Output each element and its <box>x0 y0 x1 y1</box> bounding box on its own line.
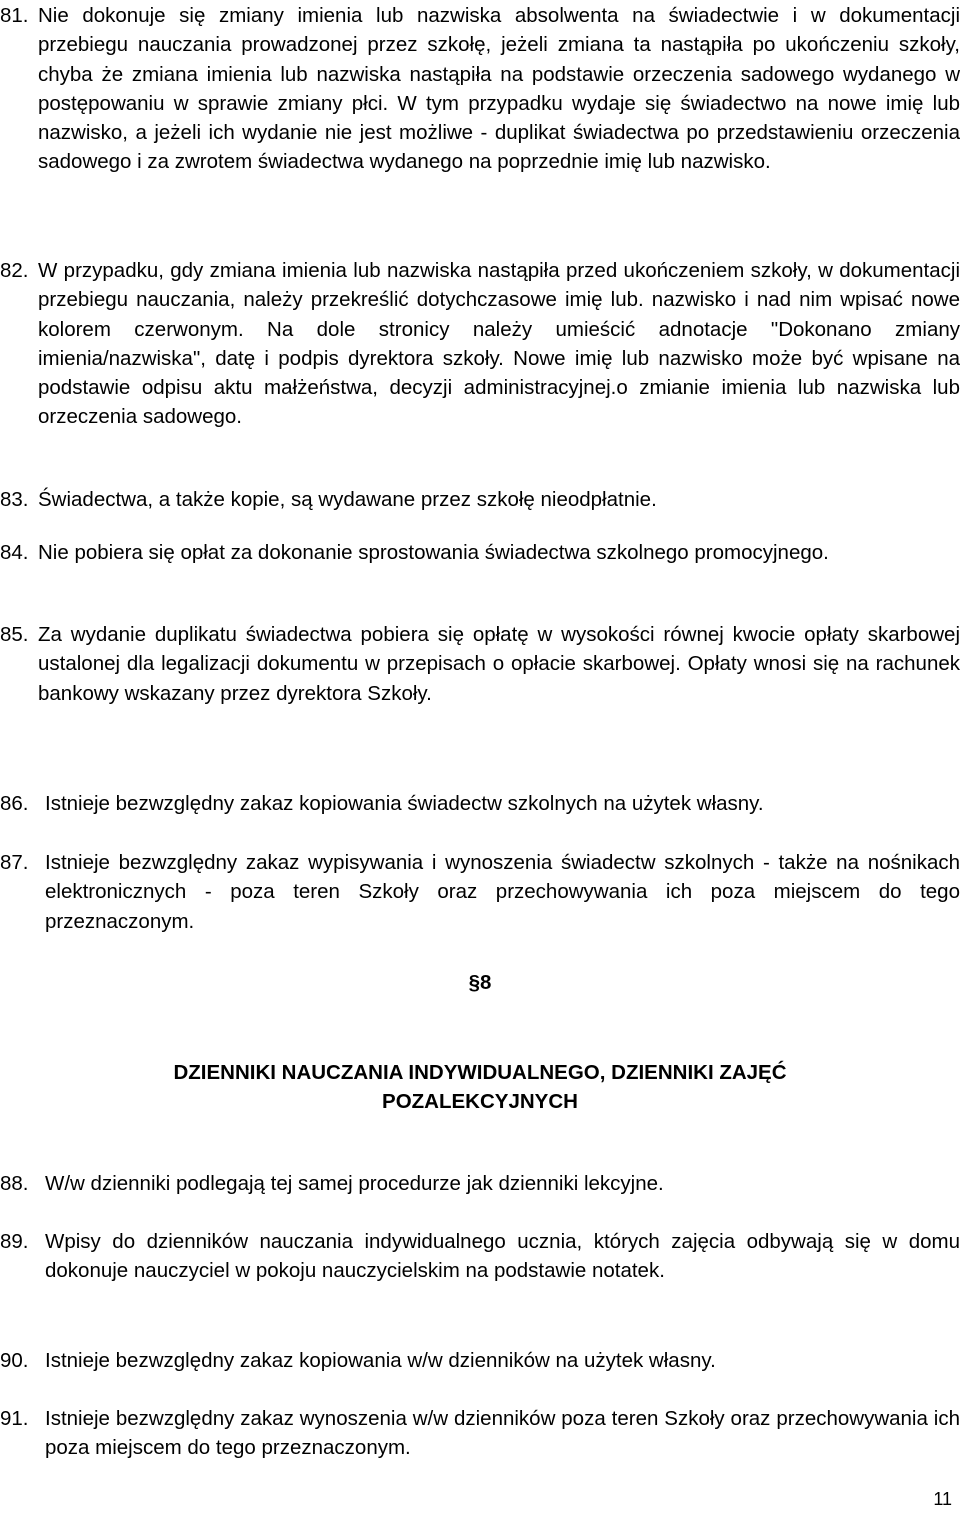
paragraph-84 <box>0 538 835 567</box>
paragraph-81 <box>0 1 960 177</box>
paragraph-89 <box>0 1227 960 1286</box>
paragraph-number: 81. <box>0 4 29 27</box>
paragraph-text: Nie dokonuje się zmiany imienia lub nazwiska absolwenta na świadectwie i w dokumentacji przebiegu nauczania prowadzonej przez szkołę, jeżeli zmiana ta nastąpiła po ukończeniu szkoły, chyba że zmiana imienia lub nazwiska nastąpiła na podstawie orzeczenia sadowego wydanego w postępowaniu w sprawie zmiany płci. W tym przypadku wydaje się świadectwo na nowe imię lub nazwisko, a jeżeli ich wydanie nie jest możliwe - duplikat świadectwa po przedstawieniu orzeczenia sadowego i za zwrotem świadectwa wydanego na poprzednie imię lub nazwisko. <box>38 4 960 174</box>
section-title-line-1: DZIENNIKI NAUCZANIA INDYWIDUALNEGO, DZIENNIKI ZAJĘĆ <box>173 1061 787 1084</box>
paragraph-text: Za wydanie duplikatu świadectwa pobiera się opłatę w wysokości równej kwocie opłaty skarbowej ustalonej dla legalizacji dokumentu w przepisach o opłacie skarbowej. Opłaty wnosi się na rachunek bankowy wskazany przez dyrektora Szkoły. <box>38 623 960 705</box>
paragraph-text: Świadectwa, a także kopie, są wydawane przez szkołę nieodpłatnie. <box>38 488 657 511</box>
paragraph-number: 85. <box>0 623 29 646</box>
section-title <box>0 1058 960 1117</box>
paragraph-number: 87. <box>0 851 29 874</box>
paragraph-number: 84. <box>0 541 29 564</box>
paragraph-91 <box>0 1404 960 1463</box>
section-sign: §8 <box>468 971 492 994</box>
paragraph-87 <box>0 848 960 936</box>
paragraph-82 <box>0 256 960 432</box>
paragraph-number: 89. <box>0 1230 29 1253</box>
paragraph-90 <box>0 1346 960 1375</box>
paragraph-text: Wpisy do dzienników nauczania indywidualnego ucznia, których zajęcia odbywają się w domu dokonuje nauczyciel w pokoju nauczycielskim na podstawie notatek. <box>45 1230 960 1283</box>
paragraph-number: 82. <box>0 259 29 282</box>
paragraph-number: 83. <box>0 488 29 511</box>
paragraph-number: 90. <box>0 1349 29 1372</box>
paragraph-text: Istnieje bezwzględny zakaz wypisywania i wynoszenia świadectw szkolnych - także na nośnikach elektronicznych - poza teren Szkoły oraz przechowywania ich poza miejscem do tego przeznaczonym. <box>45 851 960 933</box>
paragraph-text: W/w dzienniki podlegają tej samej procedurze jak dzienniki lekcyjne. <box>45 1172 664 1195</box>
paragraph-number: 86. <box>0 792 29 815</box>
paragraph-text: Istnieje bezwzględny zakaz kopiowania w/w dzienników na użytek własny. <box>45 1349 716 1372</box>
paragraph-86 <box>0 789 960 818</box>
paragraph-83 <box>0 485 960 514</box>
page-number: 11 <box>933 1489 952 1509</box>
paragraph-number: 91. <box>0 1407 29 1430</box>
paragraph-text: W przypadku, gdy zmiana imienia lub nazwiska nastąpiła przed ukończeniem szkoły, w dokumentacji przebiegu nauczania, należy przekreślić dotychczasowe imię lub. nazwisko i nad nim wpisać nowe kolorem czerwonym. Na dole stronicy należy umieścić adnotacje "Dokonano zmiany imienia/nazwiska", datę i podpis dyrektora szkoły. Nowe imię lub nazwisko może być wpisane na podstawie odpisu aktu małżeństwa, decyzji administracyjnej.o zmianie imienia lub nazwiska lub orzeczenia sadowego. <box>38 259 960 429</box>
paragraph-text: Istnieje bezwzględny zakaz kopiowania świadectw szkolnych na użytek własny. <box>45 792 764 815</box>
paragraph-88 <box>0 1169 960 1198</box>
paragraph-text: Istnieje bezwzględny zakaz wynoszenia w/w dzienników poza teren Szkoły oraz przechowywania ich poza miejscem do tego przeznaczonym. <box>45 1407 960 1460</box>
paragraph-number: 88. <box>0 1172 29 1195</box>
paragraph-85 <box>0 620 960 708</box>
paragraph-text: Nie pobiera się opłat za dokonanie sprostowania świadectwa szkolnego promocyjnego. <box>38 541 829 564</box>
section-title-line-2: POZALEKCYJNYCH <box>382 1090 578 1114</box>
